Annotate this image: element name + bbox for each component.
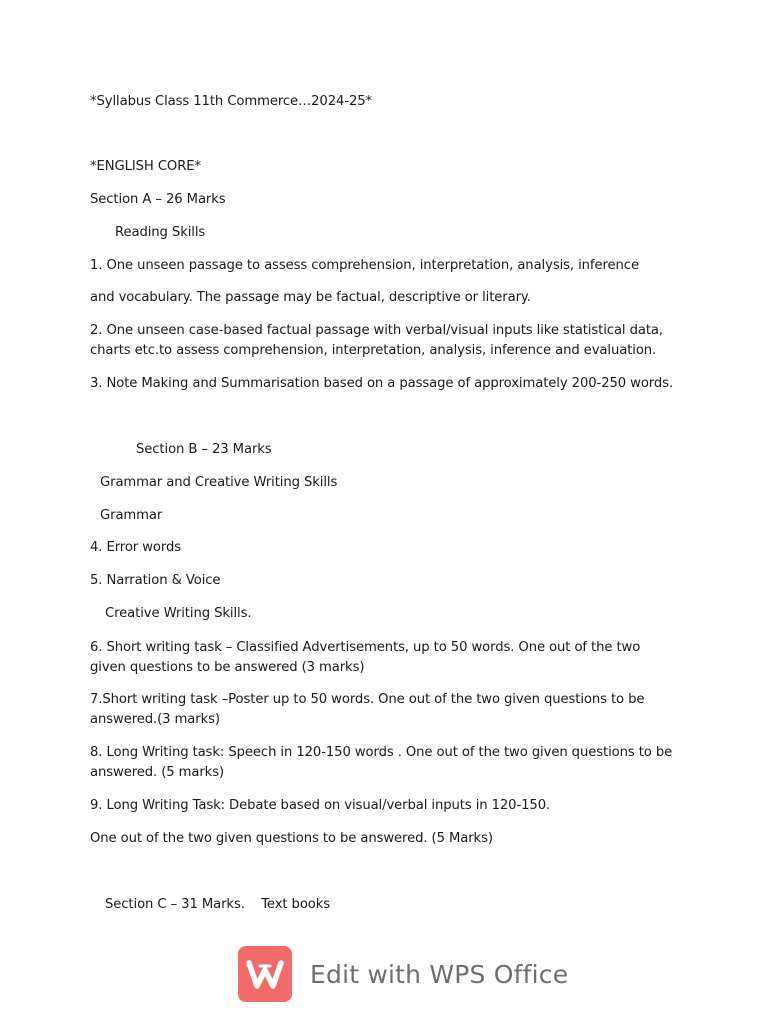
grammar-item: 5. Narration & Voice	[90, 573, 221, 588]
creative-item: 7.Short writing task –Poster up to 50 words. One out of the two given questions to be answered.(3 marks)	[90, 692, 645, 727]
section-a-item: 3. Note Making and Summarisation based on a passage of approximately 200-250 words.	[90, 376, 674, 391]
creative-item: 9. Long Writing Task: Debate based on visual/verbal inputs in 120-150.	[90, 798, 551, 813]
section-b-heading: Section B – 23 Marks	[136, 442, 272, 457]
edit-with-wps-label[interactable]: Edit with WPS Office	[310, 959, 569, 989]
edit-with-wps-banner[interactable]	[238, 946, 568, 1002]
creative-writing-label: Creative Writing Skills.	[105, 606, 252, 621]
creative-item: 6. Short writing task – Classified Advertisements, up to 50 words. One out of the two given questions to be answered (3 marks)	[90, 640, 641, 675]
wps-office-logo-icon	[238, 946, 292, 1002]
document-title: *Syllabus Class 11th Commerce…2024-25*	[90, 94, 373, 109]
section-a-item: 2. One unseen case-based factual passage with verbal/visual inputs like statistical data, charts etc.to assess comprehension, interpretation, analysis, inference and evaluation.	[90, 323, 663, 358]
grammar-item: 4. Error words	[90, 540, 181, 555]
section-a-heading: Section A – 26 Marks	[90, 192, 226, 207]
section-a-subheading: Reading Skills	[115, 225, 206, 240]
creative-item: 8. Long Writing task: Speech in 120-150 words . One out of the two given questions to be answered. (5 marks)	[90, 745, 673, 780]
section-a-item: 1. One unseen passage to assess comprehension, interpretation, analysis, inference	[90, 258, 639, 273]
creative-item: One out of the two given questions to be answered. (5 Marks)	[90, 831, 493, 846]
section-a-item: and vocabulary. The passage may be factual, descriptive or literary.	[90, 290, 531, 305]
section-c-heading: Section C – 31 Marks. Text books	[105, 897, 331, 912]
subject-heading: *ENGLISH CORE*	[90, 159, 202, 174]
grammar-label: Grammar	[100, 508, 163, 523]
section-b-subheading: Grammar and Creative Writing Skills	[100, 475, 338, 490]
